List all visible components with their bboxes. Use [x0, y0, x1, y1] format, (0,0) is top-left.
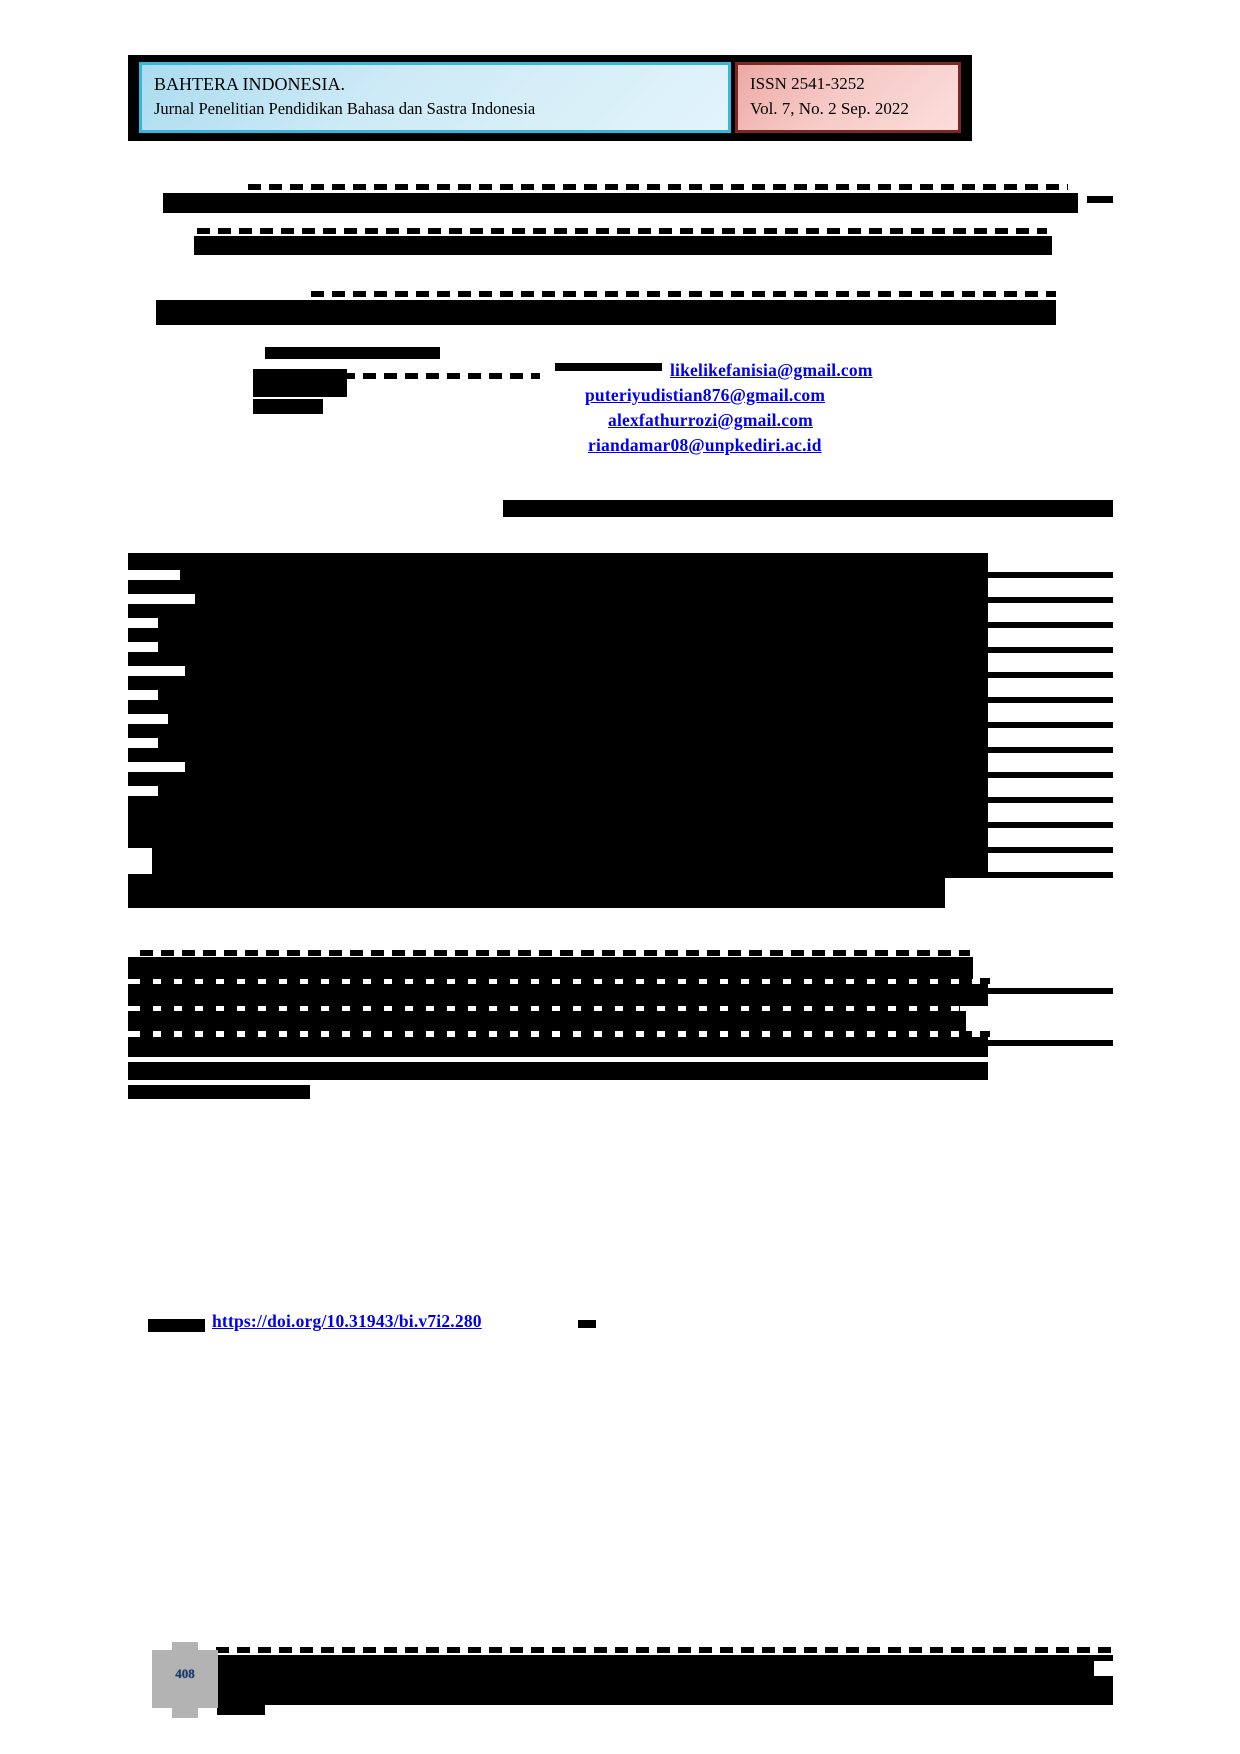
footer-bar-descender [217, 1705, 265, 1715]
redacted-authors-line [156, 300, 1056, 325]
footer-bar-notch [1094, 1661, 1113, 1676]
redacted-affiliation-dashes [300, 373, 540, 379]
journal-header-frame [128, 55, 972, 141]
doi-line-tail [578, 1320, 596, 1328]
badge-bottom-nub [172, 1708, 198, 1718]
abstract-line-extension [988, 772, 1113, 778]
redacted-paragraph-line [128, 1011, 966, 1031]
volume-info: Vol. 7, No. 2 Sep. 2022 [750, 99, 909, 118]
abstract-left-notch [128, 786, 158, 796]
abstract-line-extension [988, 672, 1113, 678]
author-email-4[interactable]: riandamar08@unpkediri.ac.id [588, 435, 822, 455]
redacted-paragraph-line [128, 984, 988, 1006]
abstract-left-notch [128, 848, 152, 874]
abstract-left-notch [128, 714, 168, 724]
redacted-doi-label [148, 1319, 205, 1332]
redacted-title-line-1-tail [1087, 196, 1113, 203]
issn-volume-box [735, 62, 961, 133]
page-number-badge [152, 1650, 218, 1708]
abstract-line-extension [988, 872, 1113, 878]
paragraph-line-extension [988, 1040, 1113, 1046]
abstract-line-extension [988, 697, 1113, 703]
abstract-left-notch [128, 570, 180, 580]
redacted-paragraph-line-last [128, 1085, 310, 1099]
redacted-paragraph-line [128, 1062, 988, 1080]
abstract-left-notch [128, 762, 185, 772]
paragraph-line-extension [988, 988, 1113, 994]
abstract-line-extension [988, 847, 1113, 853]
journal-subtitle: Jurnal Penelitian Pendidikan Bahasa dan Sastra Indonesia [154, 99, 536, 118]
abstract-left-notch [128, 594, 195, 604]
redacted-title-line-1 [163, 193, 1078, 213]
page-number: 408 [175, 1666, 195, 1681]
redacted-affiliation-3 [253, 399, 323, 414]
abstract-line-extension [988, 572, 1113, 578]
author-email-3[interactable]: alexfathurrozi@gmail.com [608, 410, 813, 430]
abstract-line-extension [988, 622, 1113, 628]
abstract-line-extension [988, 822, 1113, 828]
footer-dashes [216, 1647, 1111, 1653]
abstract-left-notch [128, 666, 185, 676]
abstract-left-notch [128, 642, 158, 652]
abstract-corner-notch [945, 878, 988, 908]
abstract-line-extension [988, 747, 1113, 753]
redacted-abstract-heading [503, 500, 1113, 517]
redacted-abstract-block [128, 553, 988, 908]
redacted-paragraph-dashes [140, 950, 970, 956]
redacted-title-line-2 [194, 236, 1052, 255]
badge-top-nub [172, 1642, 198, 1650]
journal-title-box [139, 62, 731, 133]
redacted-affiliation-1 [265, 347, 440, 359]
author-email-2[interactable]: puteriyudistian876@gmail.com [585, 385, 826, 405]
abstract-line-extension [988, 647, 1113, 653]
redacted-paragraph-line [128, 957, 973, 979]
redacted-paragraph-line [128, 1037, 988, 1057]
issn-number: ISSN 2541-3252 [750, 74, 865, 93]
journal-name: BAHTERA INDONESIA. [154, 74, 345, 94]
abstract-left-notch [128, 618, 158, 628]
abstract-line-extension [988, 597, 1113, 603]
abstract-left-notch [128, 738, 158, 748]
author-email-1[interactable]: likelikefanisia@gmail.com [670, 360, 873, 380]
abstract-line-extension [988, 797, 1113, 803]
abstract-line-extension [988, 722, 1113, 728]
redacted-title-dashes-2 [197, 228, 1047, 234]
redacted-footer-bar [217, 1655, 1113, 1705]
redacted-title-dashes [248, 184, 1068, 190]
doi-link[interactable]: https://doi.org/10.31943/bi.v7i2.280 [212, 1311, 482, 1331]
redacted-authors-dashes [311, 291, 1056, 297]
redacted-name-before-email-1 [555, 363, 662, 371]
abstract-left-notch [128, 690, 158, 700]
